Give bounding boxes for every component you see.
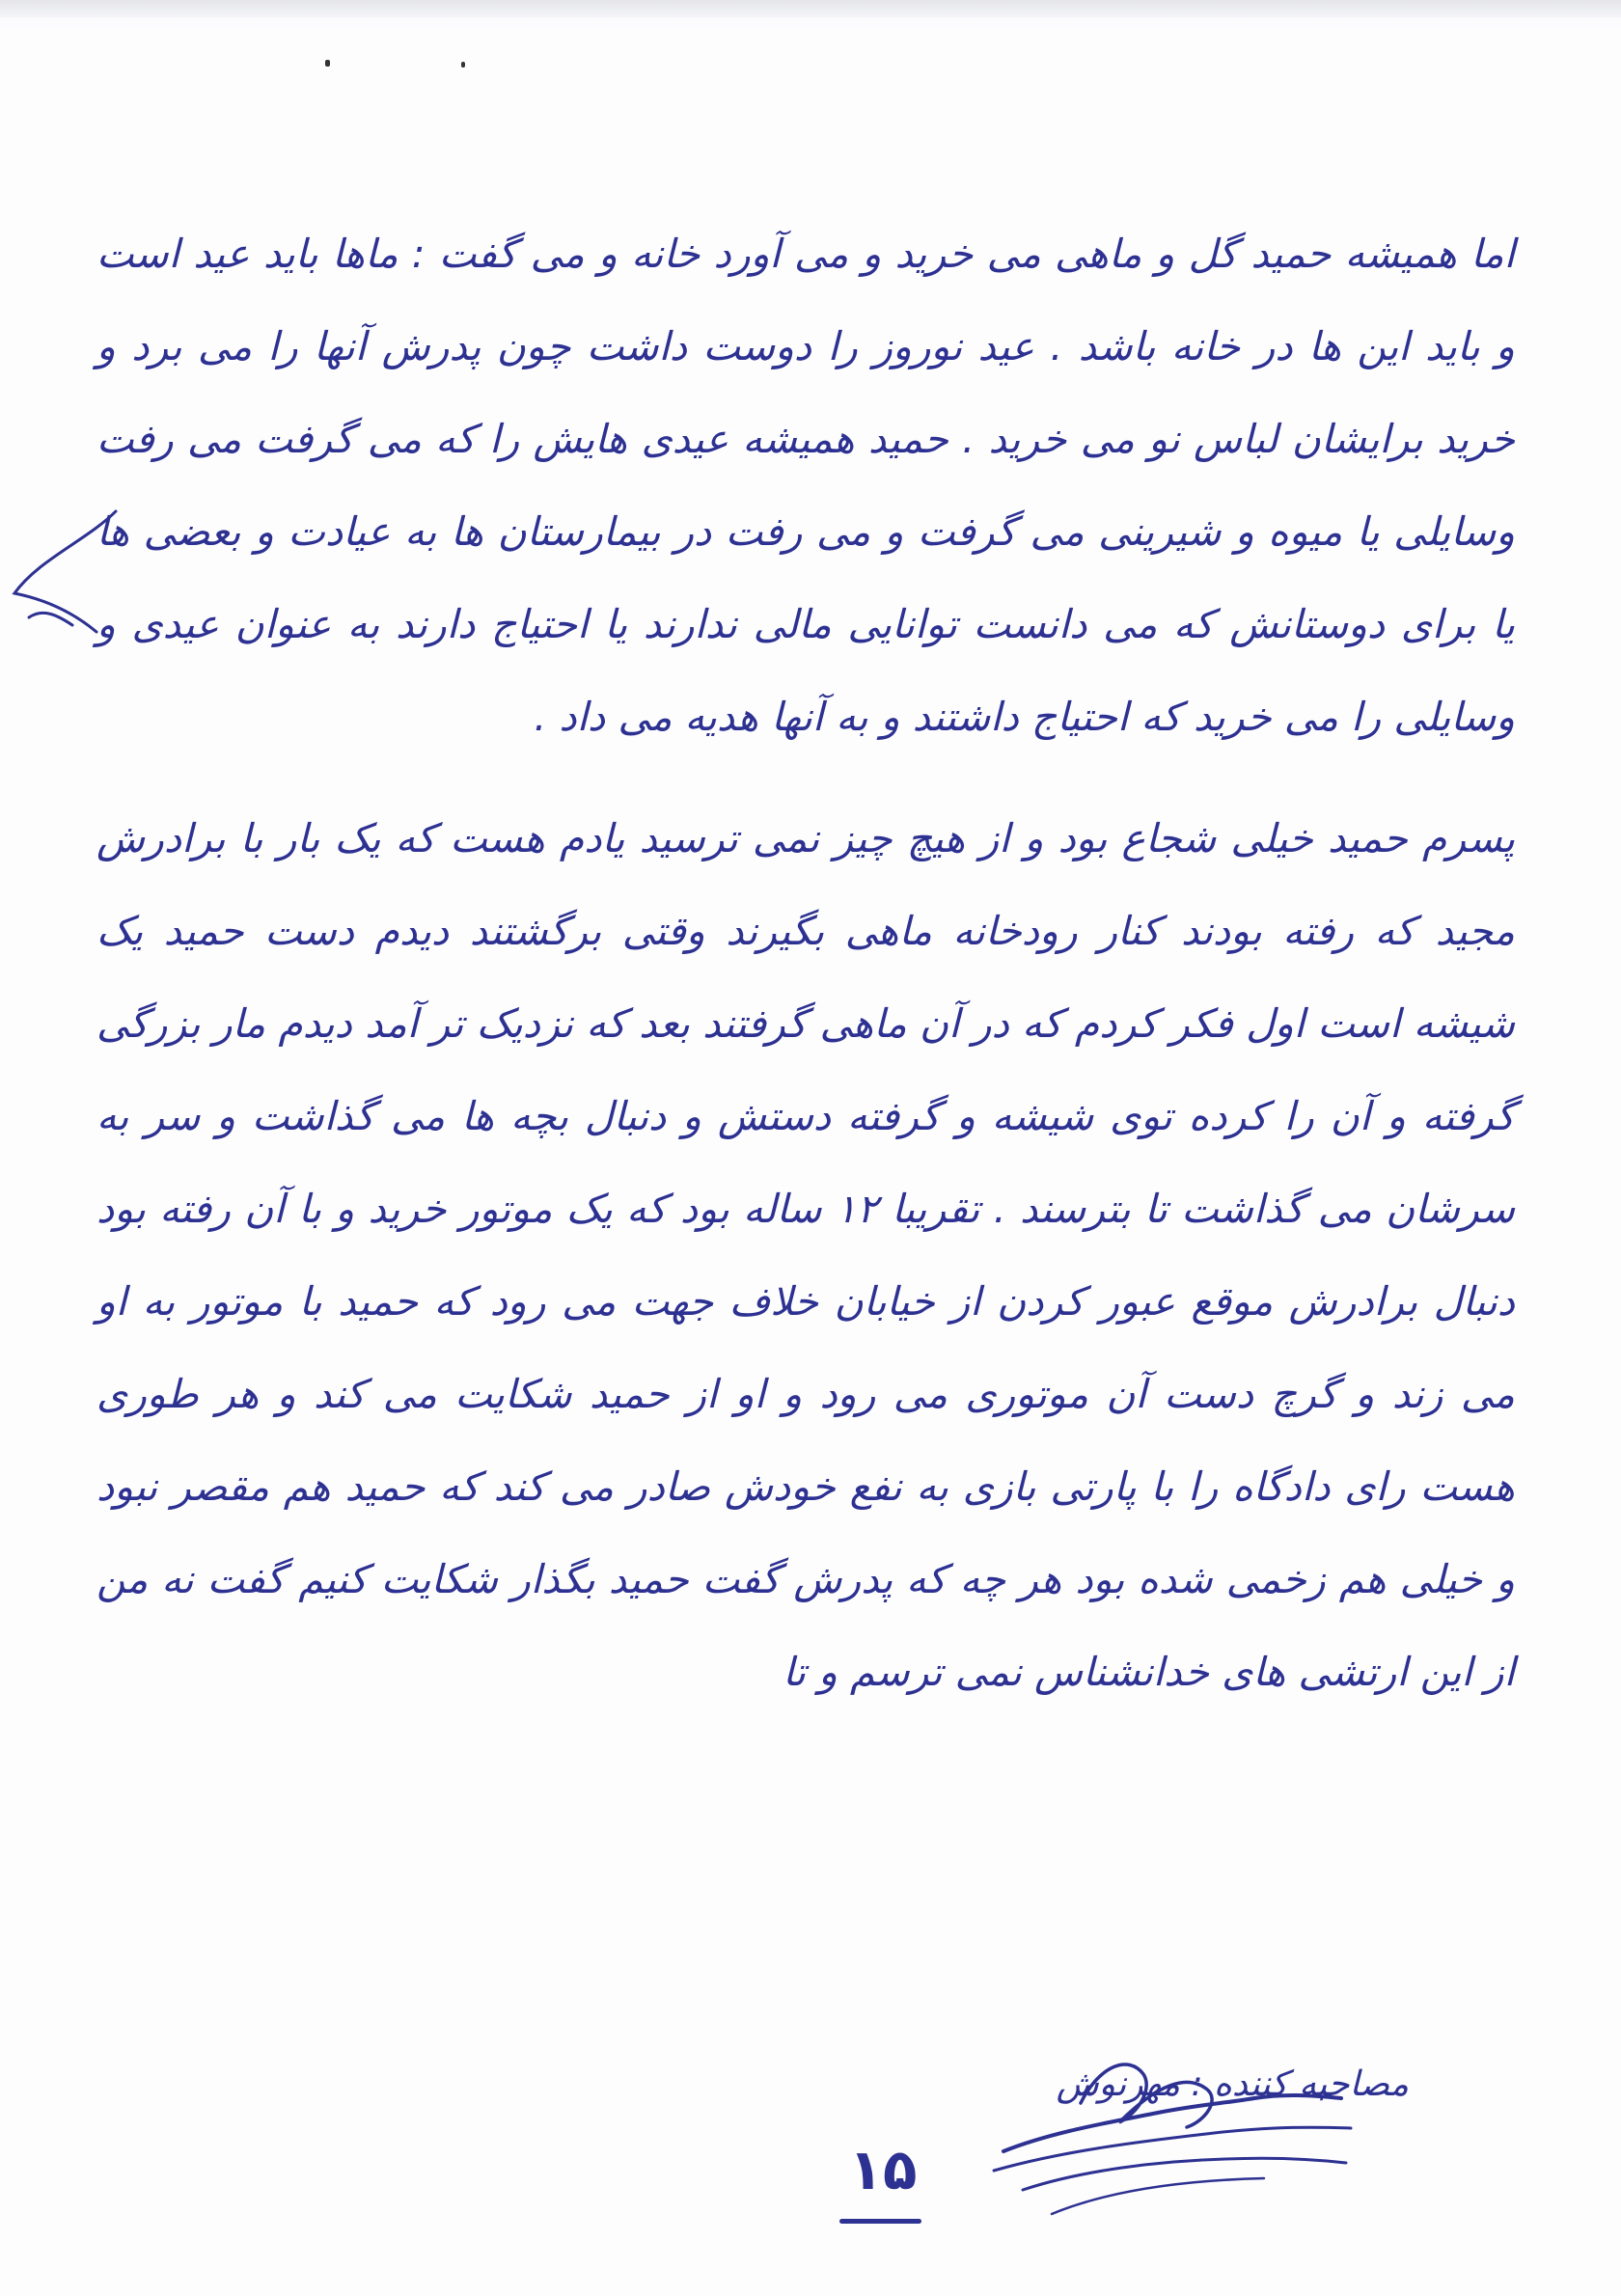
scan-speck (461, 62, 465, 68)
page-number: ۱۵ (848, 2137, 918, 2202)
scan-speck (325, 60, 330, 67)
interviewer-credit: مصاحبه کننده : مهرنوش (1056, 2064, 1409, 2104)
page-number-underline (839, 2219, 921, 2224)
page-body (96, 207, 1515, 1718)
paragraph-2: پسرم حمید خیلی شجاع بود و از هیچ چیز نمی ترسید یادم هست که یک بار با برادرش مجید که رفته بودند کنار رودخانه ماهی بگیرند وقتی برگشتند دیدم دست حمید یک شیشه است اول فکر کردم که در آن ماهی گرفتند بعد که نزدیک تر آمد دیدم مار بزرگی گرفته و آن را کرده توی شیشه و گرفته دستش و دنبال بچه ها می گذاشت و سر به سرشان می گذاشت تا بترسند . تقریبا ۱۲ ساله بود که یک موتور خرید و با آن رفته بود دنبال برادرش موقع عبور کردن از خیابان خلاف جهت می رود که حمید با موتور به او می زند و گرچ دست آن موتوری می رود و او از حمید شکایت می کند و هر طوری هست رای دادگاه را با پارتی بازی به نفع خودش صادر می کند که حمید هم مقصر نبود و خیلی هم زخمی شده بود هر چه که پدرش گفت حمید بگذار شکایت کنیم گفت نه من از این ارتشی های خدانشناس نمی ترسم و تا (96, 815, 1515, 1695)
scan-edge (0, 0, 1621, 17)
signature-icon (965, 2045, 1370, 2238)
paragraph-1: اما همیشه حمید گل و ماهی می خرید و می آورد خانه و می گفت : ماها باید عید است و باید این ها در خانه باشد . عید نوروز را دوست داشت چون پدرش آنها را می برد و خرید برایشان لباس نو می خرید . حمید همیشه عیدی هایش را که می گرفت می رفت وسایلی یا میوه و شیرینی می گرفت و می رفت در بیمارستان ها به عیادت و بعضی ها یا برای دوستانش که می دانست توانایی مالی ندارند یا احتیاج دارند به عنوان عیدی و وسایلی را می خرید که احتیاج داشتند و به آنها هدیه می داد . (96, 231, 1515, 740)
